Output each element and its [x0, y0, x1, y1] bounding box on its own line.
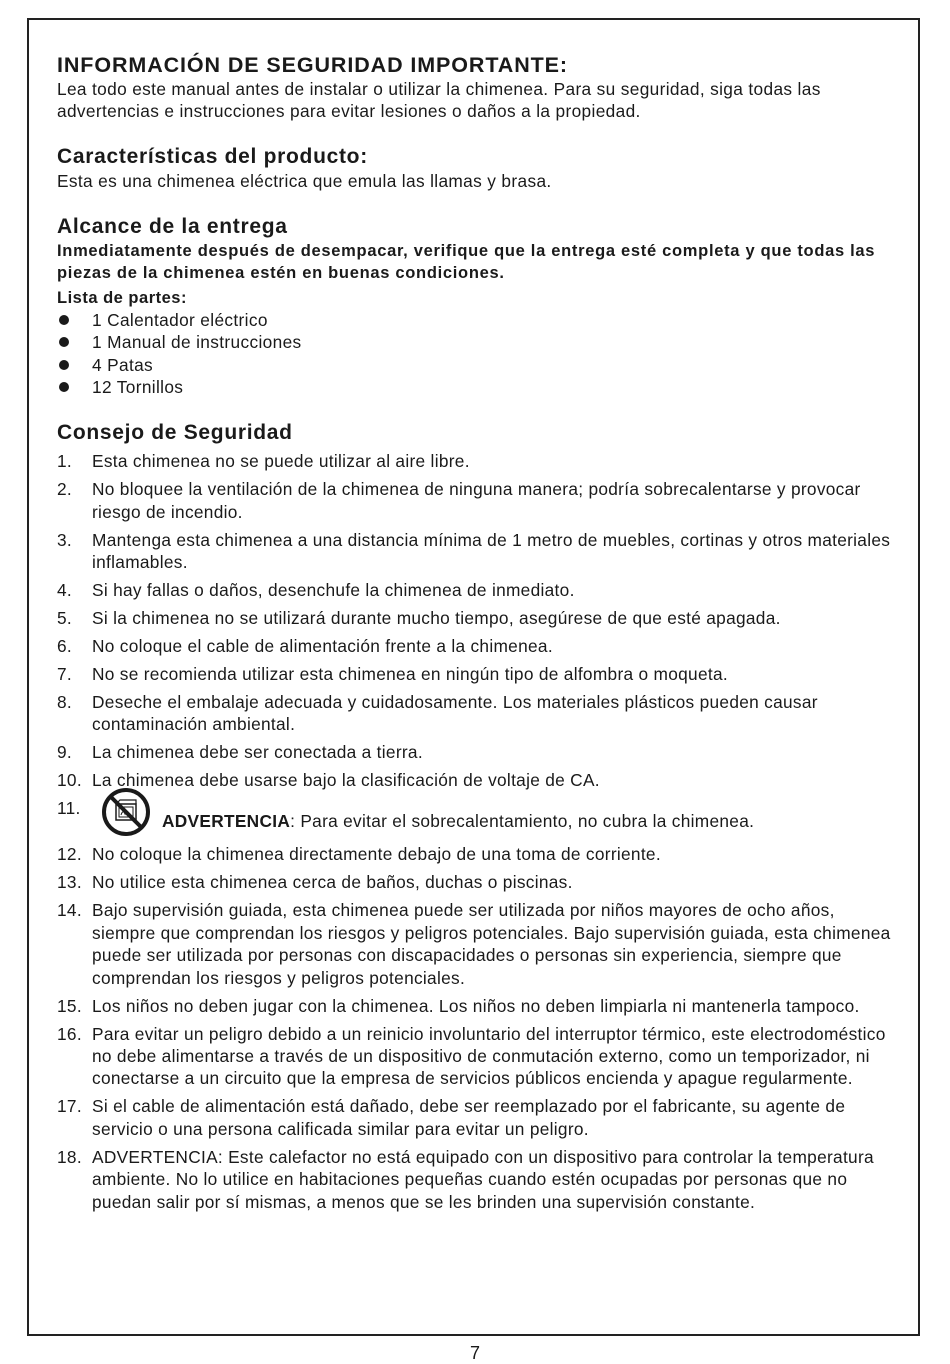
- features-section: [57, 144, 897, 192]
- advice-item-warning: 11. ADVERTENCIA: Para evitar el sobrecalentamiento, no cubra la chimenea.: [57, 797, 897, 841]
- advice-item: 16. Para evitar un peligro debido a un reinicio involuntario del interruptor térmico, este electrodoméstico no debe alimentarse a través de un dispositivo de conmutación externo, como un temporizador, ni conectarse a un circuito que la empresa de servicios públicos encienda y apague regularmente.: [57, 1023, 886, 1089]
- advice-item: 6. No coloque el cable de alimentación frente a la chimenea.: [57, 636, 553, 656]
- bullet-icon: [59, 360, 69, 370]
- parts-list-item: 1 Manual de instrucciones: [57, 331, 897, 353]
- advice-item: 13. No utilice esta chimenea cerca de baños, duchas o piscinas.: [57, 872, 573, 893]
- safety-section: [57, 52, 897, 122]
- advice-title: Consejo de Seguridad: [57, 421, 293, 445]
- advice-item: 18. ADVERTENCIA: Este calefactor no está equipado con un dispositivo para controlar la temperatura ambiente. No lo utilice en habitaciones pequeñas cuando estén ocupadas por personas que no puedan salir por sí mismas, a menos que se les brinden una supervisión constante.: [57, 1146, 874, 1212]
- bullet-icon: [59, 382, 69, 392]
- advice-item: 14. Bajo supervisión guiada, esta chimenea puede ser utilizada por niños mayores de ocho años, siempre que comprendan los riesgos y peligros potenciales. Bajo supervisión guiada, esta chimenea puede ser utilizada por personas con discapacidades o personas sin experiencia, siempre que comprendan los riesgos y peligros potenciales.: [57, 900, 891, 988]
- delivery-title: Alcance de la entrega: [57, 215, 288, 238]
- parts-list: [57, 309, 897, 398]
- advice-item: 8. Deseche el embalaje adecuada y cuidadosamente. Los materiales plásticos pueden causar contaminación ambiental.: [57, 692, 818, 735]
- advice-list: [57, 450, 897, 1213]
- delivery-section: [57, 214, 897, 398]
- features-title: Características del producto:: [57, 145, 368, 168]
- advice-section: [57, 420, 897, 1213]
- bullet-icon: [59, 337, 69, 347]
- advice-item: 5. Si la chimenea no se utilizará durante mucho tiempo, asegúrese de que esté apagada.: [57, 608, 781, 628]
- warning-label: ADVERTENCIA: [162, 811, 291, 832]
- advice-item: 17. Si el cable de alimentación está dañado, debe ser reemplazado por el fabricante, su agente de servicio o una persona calificada similar para evitar un peligro.: [57, 1096, 846, 1139]
- safety-title: INFORMACIÓN DE SEGURIDAD IMPORTANTE:: [57, 53, 568, 77]
- advice-item: 4. Si hay fallas o daños, desenchufe la chimenea de inmediato.: [57, 580, 575, 600]
- safety-text: Lea todo este manual antes de instalar o utilizar la chimenea. Para su seguridad, siga todas las advertencias e instrucciones para evitar lesiones o daños a la propiedad.: [57, 79, 821, 121]
- parts-list-item: 1 Calentador eléctrico: [57, 309, 897, 331]
- parts-title: Lista de partes:: [57, 289, 187, 307]
- parts-list-item: 4 Patas: [57, 354, 897, 376]
- page-content: [57, 52, 897, 1219]
- do-not-cover-icon: [101, 787, 151, 837]
- bullet-icon: [59, 315, 69, 325]
- advice-item: 9. La chimenea debe ser conectada a tierra.: [57, 742, 423, 763]
- advice-item: 12. No coloque la chimenea directamente debajo de una toma de corriente.: [57, 844, 661, 865]
- advice-item: 2. No bloquee la ventilación de la chimenea de ninguna manera; podría sobrecalentarse y provocar riesgo de incendio.: [57, 479, 861, 522]
- warning-text: ADVERTENCIA: Para evitar el sobrecalentamiento, no cubra la chimenea.: [162, 811, 755, 832]
- advice-item: 3. Mantenga esta chimenea a una distancia mínima de 1 metro de muebles, cortinas y otros materiales inflamables.: [57, 529, 891, 572]
- parts-list-item: 12 Tornillos: [57, 376, 897, 398]
- advice-item: 7. No se recomienda utilizar esta chimenea en ningún tipo de alfombra o moqueta.: [57, 664, 728, 684]
- advice-item: 10. La chimenea debe usarse bajo la clasificación de voltaje de CA.: [57, 770, 600, 791]
- features-text: Esta es una chimenea eléctrica que emula las llamas y brasa.: [57, 171, 552, 191]
- advice-item: 1. Esta chimenea no se puede utilizar al aire libre.: [57, 451, 470, 472]
- delivery-text: Inmediatamente después de desempacar, verifique que la entrega esté completa y que todas las piezas de la chimenea estén en buenas condiciones.: [57, 242, 876, 282]
- page-number: 7: [469, 1343, 480, 1363]
- advice-item: 15. Los niños no deben jugar con la chimenea. Los niños no deben limpiarla ni mantenerla tampoco.: [57, 995, 860, 1016]
